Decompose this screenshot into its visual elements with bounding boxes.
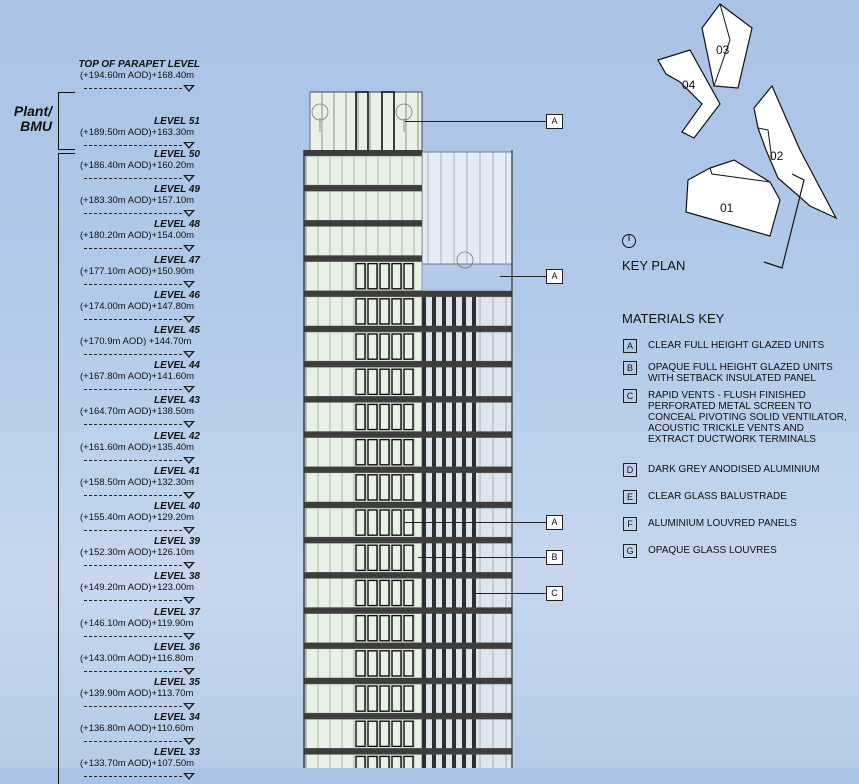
level-marker-icon: [183, 492, 195, 499]
vertical-fin: [472, 649, 476, 678]
callout-leader-a2: [500, 276, 546, 277]
key-plan-label-03: 03: [716, 43, 730, 57]
level-name: LEVEL 51: [154, 116, 200, 127]
level-elevation: (+133.70m AOD)+107.50m: [80, 758, 195, 770]
vertical-fin: [452, 684, 456, 713]
vertical-fin: [432, 297, 436, 326]
vertical-fin: [452, 438, 456, 467]
vertical-fin: [472, 332, 476, 361]
level-line: [84, 706, 182, 707]
vertical-fin: [432, 614, 436, 643]
callout-b: B: [546, 550, 563, 565]
vertical-fin: [462, 614, 466, 643]
level-name: LEVEL 45: [154, 325, 200, 336]
level-line: [84, 671, 182, 672]
floor-slab: [304, 572, 512, 578]
level-line: [84, 145, 182, 146]
level-name: LEVEL 48: [154, 219, 200, 231]
vertical-fin: [472, 719, 476, 748]
level-marker-icon: [183, 457, 195, 464]
level-elevation: (+180.20m AOD)+154.00m: [80, 230, 195, 242]
level-elevation: (+158.50m AOD)+132.30m: [80, 476, 195, 488]
materials-key-code: D: [623, 463, 637, 477]
materials-key-description: RAPID VENTS - FLUSH FINISHED PERFORATED METAL SCREEN TO CONCEAL PIVOTING SOLID VENTILATOR, ACOUSTIC TRICKLE VENTS AND EXTRACT DUCTWORK TERMINALS: [648, 390, 847, 445]
level-name: LEVEL 43: [154, 395, 200, 407]
level-line: [84, 495, 182, 496]
vertical-fin: [462, 297, 466, 326]
materials-key-description: DARK GREY ANODISED ALUMINIUM: [648, 464, 820, 475]
floor-slab: [304, 713, 512, 719]
key-plan-label-04: 04: [682, 78, 696, 92]
vertical-fin: [442, 684, 446, 713]
vertical-fin: [442, 297, 446, 326]
level-line: [84, 600, 182, 601]
vertical-fin: [462, 438, 466, 467]
floor-slab: [304, 220, 422, 226]
vertical-fin: [432, 649, 436, 678]
floor-slab: [304, 608, 512, 614]
level-marker-icon: [183, 142, 195, 149]
vertical-fin: [442, 754, 446, 768]
plant-label-line2: BMU: [20, 118, 52, 134]
floor-slab: [304, 748, 512, 754]
level-name: LEVEL 50: [154, 149, 200, 160]
vertical-fin: [432, 684, 436, 713]
vertical-fin: [422, 297, 426, 326]
level-line: [84, 636, 182, 637]
level-elevation: (+164.70m AOD)+138.50m: [80, 406, 195, 418]
vertical-fin: [432, 754, 436, 768]
vertical-fin: [442, 649, 446, 678]
plant-label-line1: Plant/: [13, 103, 52, 119]
callout-leader-c: [472, 593, 546, 594]
vertical-fin: [432, 719, 436, 748]
level-name: LEVEL 47: [154, 254, 200, 266]
floor-slab: [304, 326, 512, 332]
vertical-fin: [422, 473, 426, 502]
level-name: LEVEL 42: [154, 430, 200, 442]
callout-a1: A: [546, 114, 563, 129]
level-elevation: (+194.60m AOD)+168.40m: [80, 70, 195, 81]
level-name: LEVEL 37: [154, 606, 200, 618]
vertical-fin: [462, 578, 466, 607]
vertical-fin: [442, 402, 446, 431]
key-plan-title: KEY PLAN: [622, 258, 686, 273]
vertical-fin: [452, 578, 456, 607]
vertical-fin: [442, 614, 446, 643]
level-name: LEVEL 34: [154, 712, 200, 724]
key-plan-block-01: [686, 160, 780, 236]
level-line: [84, 354, 182, 355]
glazed-bay: [306, 156, 422, 185]
vertical-fin: [442, 473, 446, 502]
vertical-fin: [462, 649, 466, 678]
level-elevation: (+143.00m AOD)+116.80m: [80, 652, 194, 664]
vertical-fin: [442, 578, 446, 607]
level-marker-icon: [183, 597, 195, 604]
level-line: [84, 248, 182, 249]
vertical-fin: [462, 719, 466, 748]
vertical-fin: [452, 402, 456, 431]
materials-key-description: CLEAR GLASS BALUSTRADE: [648, 491, 787, 502]
materials-key-code: B: [623, 361, 637, 375]
vertical-fin: [462, 402, 466, 431]
vertical-fin: [442, 367, 446, 396]
floor-slab: [304, 150, 422, 156]
callout-a3: A: [546, 515, 563, 530]
vertical-fin: [422, 578, 426, 607]
vertical-fin: [432, 438, 436, 467]
level-elevation: (+149.20m AOD)+123.00m: [80, 582, 195, 594]
vertical-fin: [432, 473, 436, 502]
level-marker-icon: [183, 738, 195, 745]
materials-key-code: E: [623, 490, 637, 504]
level-elevation: (+170.9m AOD) +144.70m: [80, 336, 192, 347]
vertical-fin: [422, 614, 426, 643]
level-marker-icon: [183, 421, 195, 428]
level-marker-icon: [183, 633, 195, 640]
level-marker-icon: [183, 281, 195, 288]
level-elevation: (+152.30m AOD)+126.10m: [80, 547, 195, 559]
vertical-fin: [452, 297, 456, 326]
level-elevation: (+136.80m AOD)+110.60m: [80, 723, 194, 735]
floor-slab: [304, 678, 512, 684]
floor-slab: [304, 185, 422, 191]
level-marker-icon: [183, 85, 195, 92]
key-plan-label-02: 02: [770, 149, 784, 163]
vertical-fin: [472, 402, 476, 431]
level-elevation: (+189.50m AOD)+163.30m: [80, 127, 195, 138]
level-line: [84, 178, 182, 179]
key-plan-diagram: [650, 0, 850, 275]
level-name: LEVEL 39: [154, 536, 200, 548]
vertical-fin: [462, 332, 466, 361]
materials-key-code: F: [623, 517, 637, 531]
level-line: [84, 389, 182, 390]
vertical-fin: [432, 402, 436, 431]
level-name: LEVEL 44: [154, 360, 200, 372]
materials-key-code: C: [623, 389, 637, 403]
floor-slab: [304, 502, 512, 508]
level-name: LEVEL 40: [154, 501, 200, 512]
level-line: [84, 565, 182, 566]
vertical-fin: [432, 367, 436, 396]
materials-key-description: OPAQUE FULL HEIGHT GLAZED UNITS WITH SETBACK INSULATED PANEL: [648, 362, 833, 384]
level-name: LEVEL 49: [154, 184, 200, 196]
vertical-fin: [452, 473, 456, 502]
level-marker-icon: [183, 527, 195, 534]
floor-slab: [304, 537, 512, 543]
floor-slab: [304, 256, 422, 262]
level-line: [84, 776, 182, 777]
vertical-fin: [422, 367, 426, 396]
floor-slab: [304, 643, 512, 649]
level-elevation: (+146.10m AOD)+119.90m: [80, 617, 194, 629]
level-marker-icon: [183, 175, 195, 182]
materials-key-description: OPAQUE GLASS LOUVRES: [648, 545, 777, 556]
vertical-fin: [422, 332, 426, 361]
floor-slab: [304, 432, 512, 438]
level-elevation: (+161.60m AOD)+135.40m: [80, 441, 195, 453]
vertical-fin: [442, 332, 446, 361]
level-name: LEVEL 35: [154, 677, 200, 688]
vertical-fin: [422, 438, 426, 467]
level-marker-icon: [183, 316, 195, 323]
vertical-fin: [452, 754, 456, 768]
vertical-fin: [462, 684, 466, 713]
level-name: LEVEL 36: [154, 641, 200, 653]
level-line: [84, 284, 182, 285]
vertical-fin: [472, 297, 476, 326]
level-name: LEVEL 46: [154, 289, 200, 301]
north-arrow-icon: [620, 232, 640, 252]
materials-key-code: G: [623, 544, 637, 558]
floor-slab: [304, 396, 512, 402]
vertical-fin: [442, 719, 446, 748]
level-line: [84, 424, 182, 425]
level-elevation: (+177.10m AOD)+150.90m: [80, 265, 195, 277]
vertical-fin: [472, 754, 476, 768]
vertical-fin: [462, 473, 466, 502]
callout-leader-a3: [405, 522, 546, 523]
level-line: [84, 530, 182, 531]
vertical-fin: [452, 719, 456, 748]
vertical-fin: [472, 684, 476, 713]
vertical-fin: [462, 754, 466, 768]
vertical-fin: [462, 367, 466, 396]
vertical-fin: [452, 332, 456, 361]
level-elevation: (+155.40m AOD)+129.20m: [80, 512, 195, 523]
level-elevation: (+186.40m AOD)+160.20m: [80, 160, 195, 171]
vertical-fin: [422, 684, 426, 713]
vertical-fin: [422, 649, 426, 678]
level-line: [84, 88, 182, 89]
level-elevation: (+183.30m AOD)+157.10m: [80, 195, 195, 207]
materials-key-description: ALUMINIUM LOUVRED PANELS: [648, 518, 797, 529]
vertical-fin: [432, 332, 436, 361]
level-marker-icon: [183, 210, 195, 217]
glazed-bay: [306, 226, 422, 255]
vertical-fin: [422, 754, 426, 768]
building-elevation: [300, 88, 520, 768]
level-marker-icon: [183, 703, 195, 710]
level-marker-icon: [183, 245, 195, 252]
callout-a2: A: [546, 269, 563, 284]
floor-slab: [304, 467, 512, 473]
level-name: TOP OF PARAPET LEVEL: [78, 59, 200, 70]
vertical-fin: [472, 473, 476, 502]
level-elevation: (+174.00m AOD)+147.80m: [80, 300, 195, 312]
callout-c: C: [546, 586, 563, 601]
callout-leader-b: [418, 557, 546, 558]
vertical-fin: [472, 614, 476, 643]
level-elevation: (+167.80m AOD)+141.60m: [80, 371, 195, 383]
vertical-fin: [432, 578, 436, 607]
vertical-fin: [452, 649, 456, 678]
vertical-fin: [422, 402, 426, 431]
floor-slab: [304, 291, 512, 297]
level-name: LEVEL 33: [154, 747, 200, 759]
level-line: [84, 741, 182, 742]
key-plan-label-01: 01: [720, 201, 734, 215]
glazed-bay: [306, 191, 422, 220]
level-marker-icon: [183, 386, 195, 393]
materials-key-description: CLEAR FULL HEIGHT GLAZED UNITS: [648, 340, 825, 351]
level-line: [84, 460, 182, 461]
level-marker-icon: [183, 668, 195, 675]
plant-level-glazing: [310, 92, 422, 152]
vertical-fin: [442, 438, 446, 467]
floor-slab: [304, 361, 512, 367]
plant-bmu-label: [6, 104, 52, 134]
level-line: [84, 213, 182, 214]
vertical-fin: [472, 367, 476, 396]
vertical-fin: [472, 438, 476, 467]
vertical-fin: [422, 719, 426, 748]
vertical-fin: [452, 614, 456, 643]
level-marker-icon: [183, 562, 195, 569]
level-elevation: (+139.90m AOD)+113.70m: [80, 688, 194, 699]
level-marker-icon: [183, 773, 195, 780]
vertical-fin: [452, 367, 456, 396]
level-name: LEVEL 38: [154, 571, 200, 583]
level-marker-icon: [183, 351, 195, 358]
materials-key-title: MATERIALS KEY: [622, 311, 725, 326]
level-line: [84, 319, 182, 320]
level-name: LEVEL 41: [154, 465, 200, 477]
materials-key-code: A: [623, 339, 637, 353]
callout-leader-a1: [405, 121, 546, 122]
